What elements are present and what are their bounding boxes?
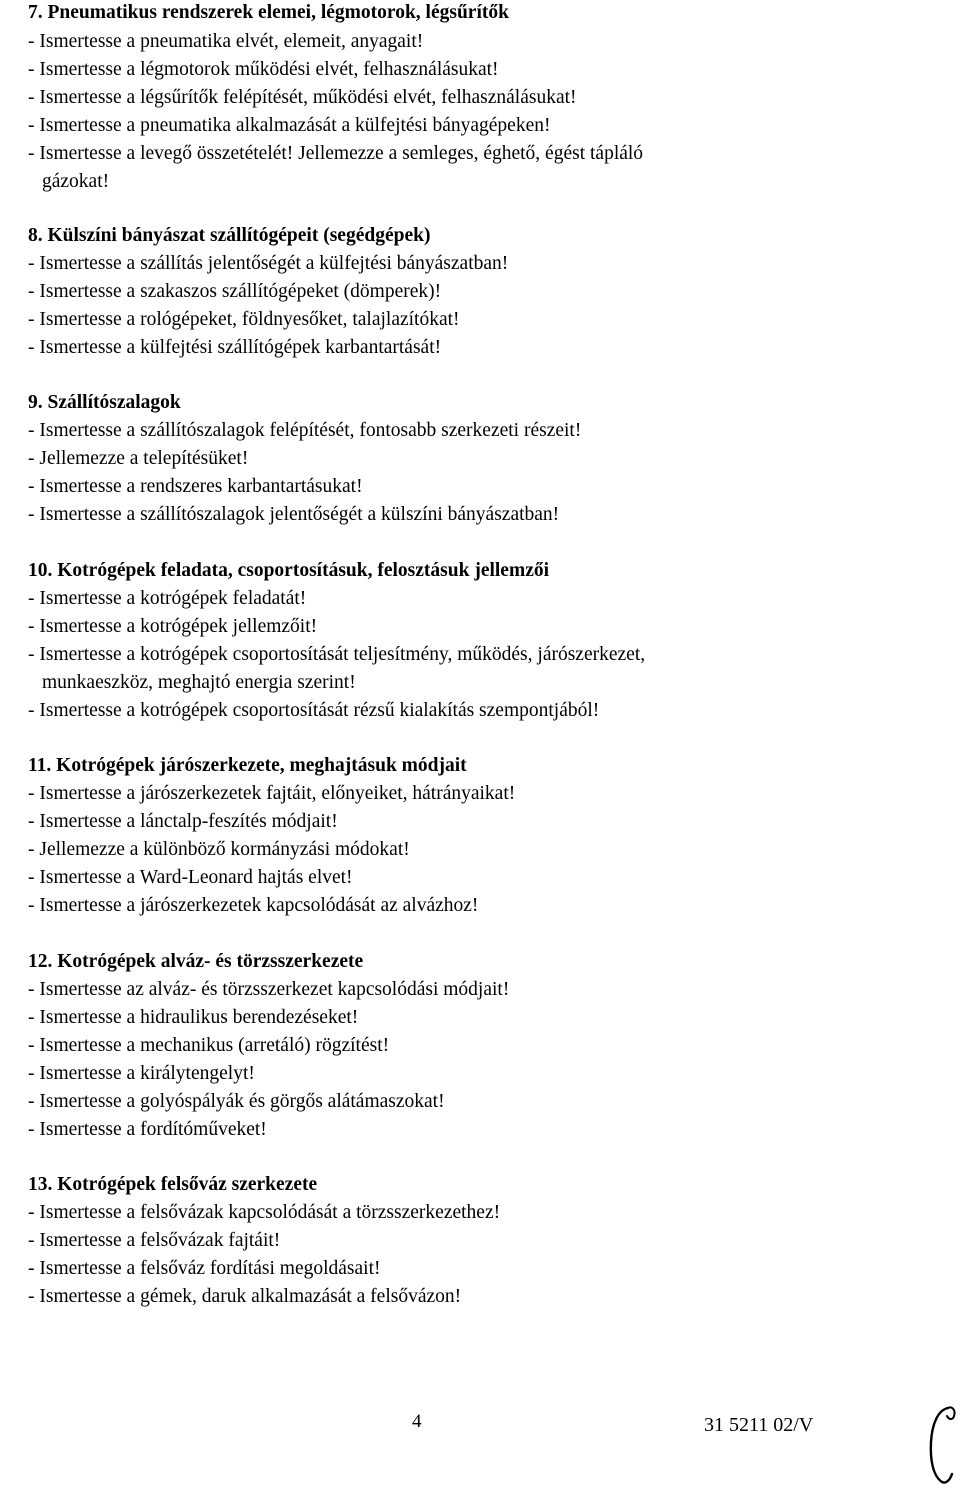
section-11-item-2: - Ismertesse a lánctalp-feszítés módjait! — [28, 811, 338, 832]
section-10-item-1: - Ismertesse a kotrógépek feladatát! — [28, 588, 307, 609]
section-11-item-4: - Ismertesse a Ward-Leonard hajtás elvet! — [28, 867, 353, 888]
section-7-item-4: - Ismertesse a pneumatika alkalmazását a külfejtési bányagépeken! — [28, 115, 551, 136]
section-12-item-4: - Ismertesse a királytengelyt! — [28, 1063, 255, 1084]
section-13-item-1: - Ismertesse a felsővázak kapcsolódását a törzsszerkezethez! — [28, 1202, 501, 1223]
section-9-heading: 9. Szállítószalagok — [28, 392, 181, 413]
section-10-item-3: - Ismertesse a kotrógépek csoportosítását teljesítmény, működés, járószerkezet, — [28, 644, 646, 665]
page-number: 4 — [412, 1411, 422, 1432]
section-7-item-2: - Ismertesse a légmotorok működési elvét, felhasználásukat! — [28, 59, 499, 80]
section-7-item-5: - Ismertesse a levegő összetételét! Jellemezze a semleges, éghető, égést tápláló — [28, 143, 644, 164]
section-11-item-3: - Jellemezze a különböző kormányzási módokat! — [28, 839, 410, 860]
section-9-item-3: - Ismertesse a rendszeres karbantartásukat! — [28, 476, 363, 497]
section-12-item-2: - Ismertesse a hidraulikus berendezéseket! — [28, 1007, 359, 1028]
section-9-item-4: - Ismertesse a szállítószalagok jelentőségét a külszíni bányászatban! — [28, 504, 560, 525]
signature-mark — [918, 1402, 960, 1488]
section-7-item-3: - Ismertesse a légsűrítők felépítését, működési elvét, felhasználásukat! — [28, 87, 577, 108]
section-13-item-2: - Ismertesse a felsővázak fajtáit! — [28, 1230, 281, 1251]
section-8-heading: 8. Külszíni bányászat szállítógépeit (segédgépek) — [28, 225, 431, 246]
section-12-item-1: - Ismertesse az alváz- és törzsszerkezet kapcsolódási módjait! — [28, 979, 510, 1000]
section-12-item-3: - Ismertesse a mechanikus (arretáló) rögzítést! — [28, 1035, 390, 1056]
section-11-heading: 11. Kotrógépek járószerkezete, meghajtásuk módjait — [28, 755, 467, 776]
section-9-item-1: - Ismertesse a szállítószalagok felépítését, fontosabb szerkezeti részeit! — [28, 420, 582, 441]
section-13-item-4: - Ismertesse a gémek, daruk alkalmazását a felsővázon! — [28, 1286, 462, 1307]
section-10-item-3-continuation: munkaeszköz, meghajtó energia szerint! — [42, 672, 356, 693]
section-11-item-5: - Ismertesse a járószerkezetek kapcsolódását az alvázhoz! — [28, 895, 479, 916]
section-11-item-1: - Ismertesse a járószerkezetek fajtáit, előnyeiket, hátrányaikat! — [28, 783, 516, 804]
section-9-item-2: - Jellemezze a telepítésüket! — [28, 448, 249, 469]
section-8-item-4: - Ismertesse a külfejtési szállítógépek karbantartását! — [28, 337, 442, 358]
section-13-item-3: - Ismertesse a felsőváz fordítási megoldásait! — [28, 1258, 381, 1279]
section-12-item-6: - Ismertesse a fordítóműveket! — [28, 1119, 267, 1140]
section-8-item-3: - Ismertesse a rológépeket, földnyesőket, talajlazítókat! — [28, 309, 460, 330]
section-8-item-2: - Ismertesse a szakaszos szállítógépeket (dömperek)! — [28, 281, 442, 302]
section-10-heading: 10. Kotrógépek feladata, csoportosításuk, felosztásuk jellemzői — [28, 560, 550, 581]
section-10-item-2: - Ismertesse a kotrógépek jellemzőit! — [28, 616, 318, 637]
section-13-heading: 13. Kotrógépek felsőváz szerkezete — [28, 1174, 318, 1195]
section-12-heading: 12. Kotrógépek alváz- és törzsszerkezete — [28, 951, 364, 972]
section-12-item-5: - Ismertesse a golyóspályák és görgős alátámaszokat! — [28, 1091, 445, 1112]
document-code: 31 5211 02/V — [704, 1414, 814, 1436]
section-7-heading: 7. Pneumatikus rendszerek elemei, légmotorok, légsűrítők — [28, 2, 509, 23]
section-10-item-4: - Ismertesse a kotrógépek csoportosítását rézsű kialakítás szempontjából! — [28, 700, 600, 721]
section-7-item-1: - Ismertesse a pneumatika elvét, elemeit, anyagait! — [28, 31, 424, 52]
section-8-item-1: - Ismertesse a szállítás jelentőségét a külfejtési bányászatban! — [28, 253, 509, 274]
section-7-item-5-continuation: gázokat! — [42, 171, 110, 192]
